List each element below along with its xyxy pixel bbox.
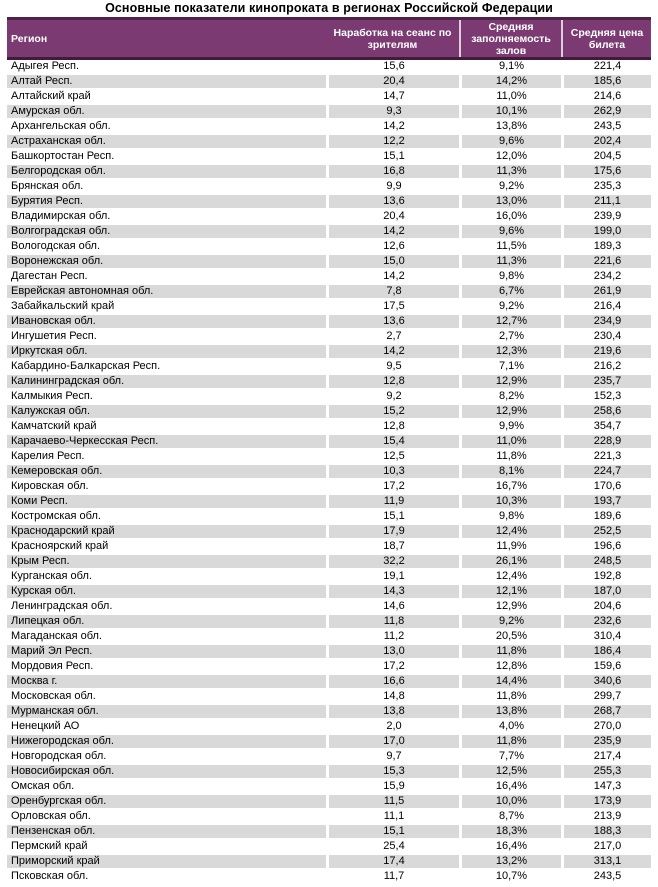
viewers-per-seance-cell: 11,7 — [326, 870, 459, 883]
avg-ticket-price-cell: 189,3 — [561, 240, 651, 253]
viewers-per-seance-cell: 9,3 — [326, 105, 459, 118]
region-cell: Владимирская обл. — [11, 210, 111, 222]
avg-ticket-price-cell: 258,6 — [561, 405, 651, 418]
avg-ticket-price-cell: 235,7 — [561, 375, 651, 388]
table-row — [7, 795, 651, 810]
region-cell: Кировская обл. — [11, 480, 89, 492]
avg-ticket-price-cell: 189,6 — [561, 510, 651, 523]
viewers-per-seance-cell: 9,5 — [326, 360, 459, 373]
viewers-per-seance-cell: 11,9 — [326, 495, 459, 508]
region-cell: Ингушетия Респ. — [11, 330, 97, 342]
table-row — [7, 480, 651, 495]
table-row — [7, 315, 651, 330]
avg-occupancy-cell: 9,9% — [459, 420, 561, 433]
table-row — [7, 75, 651, 90]
table-row — [7, 765, 651, 780]
avg-occupancy-cell: 7,7% — [459, 750, 561, 763]
table-row — [7, 270, 651, 285]
viewers-per-seance-cell: 2,7 — [326, 330, 459, 343]
avg-occupancy-cell: 12,5% — [459, 765, 561, 778]
table-row — [7, 150, 651, 165]
viewers-per-seance-cell: 12,8 — [326, 375, 459, 388]
table-row — [7, 840, 651, 855]
avg-ticket-price-cell: 221,3 — [561, 450, 651, 463]
avg-ticket-price-cell: 192,8 — [561, 570, 651, 583]
viewers-per-seance-cell: 11,2 — [326, 630, 459, 643]
avg-occupancy-cell: 11,8% — [459, 735, 561, 748]
region-cell: Магаданская обл. — [11, 630, 102, 642]
table-row — [7, 525, 651, 540]
viewers-per-seance-cell: 9,7 — [326, 750, 459, 763]
avg-ticket-price-cell: 221,4 — [561, 60, 651, 73]
region-cell: Калмыкия Респ. — [11, 390, 93, 402]
region-cell: Коми Респ. — [7, 495, 326, 508]
table-row — [7, 720, 651, 735]
avg-ticket-price-cell: 193,7 — [561, 495, 651, 508]
viewers-per-seance-cell: 17,9 — [326, 525, 459, 538]
avg-occupancy-cell: 11,8% — [459, 450, 561, 463]
viewers-per-seance-cell: 18,7 — [326, 540, 459, 553]
avg-occupancy-cell: 16,4% — [459, 840, 561, 853]
avg-ticket-price-cell: 211,1 — [561, 195, 651, 208]
avg-ticket-price-cell: 340,6 — [561, 675, 651, 688]
viewers-per-seance-cell: 14,2 — [326, 270, 459, 283]
region-cell: Мурманская обл. — [7, 705, 326, 718]
viewers-per-seance-cell: 14,2 — [326, 345, 459, 358]
region-cell: Пермский край — [11, 840, 88, 852]
table-row — [7, 690, 651, 705]
table-row — [7, 225, 651, 240]
avg-ticket-price-cell: 199,0 — [561, 225, 651, 238]
region-cell: Москва г. — [7, 675, 326, 688]
kinoprokat-table — [7, 17, 651, 885]
viewers-per-seance-cell: 15,9 — [326, 780, 459, 793]
avg-ticket-price-cell: 202,4 — [561, 135, 651, 148]
avg-occupancy-cell: 11,3% — [459, 255, 561, 268]
avg-occupancy-cell: 12,9% — [459, 600, 561, 613]
avg-occupancy-cell: 13,0% — [459, 195, 561, 208]
avg-occupancy-cell: 26,1% — [459, 555, 561, 568]
region-cell: Бурятия Респ. — [7, 195, 326, 208]
table-row — [7, 105, 651, 120]
table-row — [7, 540, 651, 555]
avg-ticket-price-cell: 216,2 — [561, 360, 651, 373]
avg-ticket-price-cell: 186,4 — [561, 645, 651, 658]
avg-ticket-price-cell: 170,6 — [561, 480, 651, 493]
avg-ticket-price-cell: 213,9 — [561, 810, 651, 823]
viewers-per-seance-cell: 12,8 — [326, 420, 459, 433]
table-row — [7, 330, 651, 345]
viewers-per-seance-cell: 19,1 — [326, 570, 459, 583]
viewers-per-seance-cell: 15,3 — [326, 765, 459, 778]
avg-ticket-price-cell: 262,9 — [561, 105, 651, 118]
avg-ticket-price-cell: 243,5 — [561, 120, 651, 133]
viewers-per-seance-cell: 17,0 — [326, 735, 459, 748]
avg-occupancy-cell: 18,3% — [459, 825, 561, 838]
table-row — [7, 285, 651, 300]
avg-ticket-price-cell: 299,7 — [561, 690, 651, 703]
region-cell: Курганская обл. — [11, 570, 92, 582]
table-row — [7, 510, 651, 525]
avg-occupancy-cell: 8,7% — [459, 810, 561, 823]
avg-occupancy-cell: 16,7% — [459, 480, 561, 493]
region-cell: Оренбургская обл. — [7, 795, 326, 808]
avg-occupancy-cell: 11,9% — [459, 540, 561, 553]
avg-occupancy-cell: 6,7% — [459, 285, 561, 298]
avg-occupancy-cell: 10,1% — [459, 105, 561, 118]
table-row — [7, 750, 651, 765]
viewers-per-seance-cell: 14,3 — [326, 585, 459, 598]
avg-occupancy-cell: 2,7% — [459, 330, 561, 343]
avg-ticket-price-cell: 235,9 — [561, 735, 651, 748]
avg-occupancy-cell: 8,2% — [459, 390, 561, 403]
avg-occupancy-cell: 12,4% — [459, 570, 561, 583]
avg-ticket-price-cell: 224,7 — [561, 465, 651, 478]
viewers-per-seance-cell: 15,1 — [326, 510, 459, 523]
avg-occupancy-cell: 12,3% — [459, 345, 561, 358]
region-cell: Нижегородская обл. — [7, 735, 326, 748]
region-cell: Новгородская обл. — [11, 750, 107, 762]
column-header-avg-occupancy: Средняя заполняемость залов — [459, 20, 561, 57]
table-row — [7, 120, 651, 135]
viewers-per-seance-cell: 17,2 — [326, 660, 459, 673]
region-cell: Омская обл. — [11, 780, 75, 792]
region-cell: Мордовия Респ. — [11, 660, 94, 672]
region-cell: Башкортостан Респ. — [11, 150, 115, 162]
avg-ticket-price-cell: 261,9 — [561, 285, 651, 298]
region-cell: Липецкая обл. — [7, 615, 326, 628]
avg-occupancy-cell: 9,6% — [459, 225, 561, 238]
table-row — [7, 810, 651, 825]
avg-occupancy-cell: 16,0% — [459, 210, 561, 223]
avg-ticket-price-cell: 147,3 — [561, 780, 651, 793]
table-row — [7, 210, 651, 225]
region-cell: Алтайский край — [11, 90, 91, 102]
column-header-avg-ticket-price: Средняя цена билета — [561, 20, 651, 57]
table-row — [7, 180, 651, 195]
viewers-per-seance-cell: 14,7 — [326, 90, 459, 103]
table-row — [7, 495, 651, 510]
viewers-per-seance-cell: 12,5 — [326, 450, 459, 463]
avg-ticket-price-cell: 204,5 — [561, 150, 651, 163]
region-cell: Крым Респ. — [7, 555, 326, 568]
table-row — [7, 195, 651, 210]
table-row — [7, 375, 651, 390]
region-cell: Калужская обл. — [7, 405, 326, 418]
region-cell: Ивановская обл. — [7, 315, 326, 328]
viewers-per-seance-cell: 11,1 — [326, 810, 459, 823]
avg-ticket-price-cell: 217,4 — [561, 750, 651, 763]
avg-ticket-price-cell: 217,0 — [561, 840, 651, 853]
avg-occupancy-cell: 12,0% — [459, 150, 561, 163]
avg-occupancy-cell: 12,4% — [459, 525, 561, 538]
avg-ticket-price-cell: 239,9 — [561, 210, 651, 223]
viewers-per-seance-cell: 15,1 — [326, 825, 459, 838]
avg-occupancy-cell: 10,7% — [459, 870, 561, 883]
avg-occupancy-cell: 12,8% — [459, 660, 561, 673]
viewers-per-seance-cell: 9,9 — [326, 180, 459, 193]
table-row — [7, 735, 651, 750]
avg-occupancy-cell: 9,2% — [459, 180, 561, 193]
region-cell: Ленинградская обл. — [11, 600, 113, 612]
viewers-per-seance-cell: 17,2 — [326, 480, 459, 493]
avg-occupancy-cell: 9,2% — [459, 615, 561, 628]
table-row — [7, 60, 651, 75]
region-cell: Красноярский край — [11, 540, 109, 552]
avg-occupancy-cell: 9,8% — [459, 270, 561, 283]
table-row — [7, 435, 651, 450]
region-cell: Орловская обл. — [11, 810, 91, 822]
region-cell: Кабардино-Балкарская Респ. — [11, 360, 161, 372]
avg-ticket-price-cell: 196,6 — [561, 540, 651, 553]
viewers-per-seance-cell: 16,6 — [326, 675, 459, 688]
table-row — [7, 255, 651, 270]
avg-ticket-price-cell: 204,6 — [561, 600, 651, 613]
avg-ticket-price-cell: 187,0 — [561, 585, 651, 598]
table-row — [7, 585, 651, 600]
avg-ticket-price-cell: 175,6 — [561, 165, 651, 178]
avg-ticket-price-cell: 152,3 — [561, 390, 651, 403]
viewers-per-seance-cell: 16,8 — [326, 165, 459, 178]
table-row — [7, 450, 651, 465]
viewers-per-seance-cell: 10,3 — [326, 465, 459, 478]
avg-occupancy-cell: 12,1% — [459, 585, 561, 598]
avg-occupancy-cell: 9,8% — [459, 510, 561, 523]
viewers-per-seance-cell: 13,6 — [326, 315, 459, 328]
table-row — [7, 135, 651, 150]
avg-occupancy-cell: 20,5% — [459, 630, 561, 643]
region-cell: Алтай Респ. — [7, 75, 326, 88]
region-cell: Ненецкий АО — [11, 720, 80, 732]
avg-occupancy-cell: 11,0% — [459, 435, 561, 448]
avg-occupancy-cell: 10,3% — [459, 495, 561, 508]
avg-ticket-price-cell: 228,9 — [561, 435, 651, 448]
avg-occupancy-cell: 14,2% — [459, 75, 561, 88]
region-cell: Воронежская обл. — [7, 255, 326, 268]
avg-ticket-price-cell: 310,4 — [561, 630, 651, 643]
avg-ticket-price-cell: 216,4 — [561, 300, 651, 313]
viewers-per-seance-cell: 13,8 — [326, 705, 459, 718]
avg-ticket-price-cell: 248,5 — [561, 555, 651, 568]
avg-occupancy-cell: 11,3% — [459, 165, 561, 178]
avg-ticket-price-cell: 313,1 — [561, 855, 651, 868]
table-row — [7, 360, 651, 375]
region-cell: Брянская обл. — [11, 180, 84, 192]
avg-occupancy-cell: 11,0% — [459, 90, 561, 103]
avg-ticket-price-cell: 243,5 — [561, 870, 651, 883]
viewers-per-seance-cell: 7,8 — [326, 285, 459, 298]
region-cell: Иркутская обл. — [7, 345, 326, 358]
avg-occupancy-cell: 14,4% — [459, 675, 561, 688]
avg-occupancy-cell: 12,9% — [459, 375, 561, 388]
region-cell: Адыгея Респ. — [11, 60, 80, 72]
avg-occupancy-cell: 9,1% — [459, 60, 561, 73]
avg-occupancy-cell: 4,0% — [459, 720, 561, 733]
avg-ticket-price-cell: 230,4 — [561, 330, 651, 343]
viewers-per-seance-cell: 13,6 — [326, 195, 459, 208]
avg-ticket-price-cell: 268,7 — [561, 705, 651, 718]
region-cell: Псковская обл. — [11, 870, 89, 882]
viewers-per-seance-cell: 12,2 — [326, 135, 459, 148]
region-cell: Забайкальский край — [11, 300, 115, 312]
region-cell: Кемеровская обл. — [7, 465, 326, 478]
avg-occupancy-cell: 11,8% — [459, 690, 561, 703]
region-cell: Калининградская обл. — [7, 375, 326, 388]
table-body — [7, 60, 651, 885]
table-row — [7, 705, 651, 720]
avg-ticket-price-cell: 234,9 — [561, 315, 651, 328]
avg-ticket-price-cell: 219,6 — [561, 345, 651, 358]
viewers-per-seance-cell: 20,4 — [326, 210, 459, 223]
avg-occupancy-cell: 10,0% — [459, 795, 561, 808]
viewers-per-seance-cell: 32,2 — [326, 555, 459, 568]
viewers-per-seance-cell: 2,0 — [326, 720, 459, 733]
region-cell: Волгоградская обл. — [7, 225, 326, 238]
table-row — [7, 600, 651, 615]
table-row — [7, 675, 651, 690]
avg-occupancy-cell: 11,8% — [459, 645, 561, 658]
table-row — [7, 420, 651, 435]
avg-ticket-price-cell: 173,9 — [561, 795, 651, 808]
table-row — [7, 300, 651, 315]
table-row — [7, 555, 651, 570]
viewers-per-seance-cell: 14,2 — [326, 120, 459, 133]
avg-ticket-price-cell: 252,5 — [561, 525, 651, 538]
avg-ticket-price-cell: 354,7 — [561, 420, 651, 433]
avg-occupancy-cell: 16,4% — [459, 780, 561, 793]
avg-ticket-price-cell: 232,6 — [561, 615, 651, 628]
region-cell: Пензенская обл. — [7, 825, 326, 838]
viewers-per-seance-cell: 14,2 — [326, 225, 459, 238]
viewers-per-seance-cell: 12,6 — [326, 240, 459, 253]
avg-ticket-price-cell: 234,2 — [561, 270, 651, 283]
region-cell: Белгородская обл. — [7, 165, 326, 178]
avg-ticket-price-cell: 221,6 — [561, 255, 651, 268]
table-row — [7, 780, 651, 795]
viewers-per-seance-cell: 14,8 — [326, 690, 459, 703]
avg-ticket-price-cell: 255,3 — [561, 765, 651, 778]
viewers-per-seance-cell: 15,6 — [326, 60, 459, 73]
avg-ticket-price-cell: 159,6 — [561, 660, 651, 673]
avg-occupancy-cell: 11,5% — [459, 240, 561, 253]
viewers-per-seance-cell: 11,8 — [326, 615, 459, 628]
avg-occupancy-cell: 13,8% — [459, 705, 561, 718]
viewers-per-seance-cell: 9,2 — [326, 390, 459, 403]
table-row — [7, 165, 651, 180]
avg-occupancy-cell: 12,7% — [459, 315, 561, 328]
table-row — [7, 570, 651, 585]
viewers-per-seance-cell: 15,0 — [326, 255, 459, 268]
avg-ticket-price-cell: 188,3 — [561, 825, 651, 838]
avg-occupancy-cell: 7,1% — [459, 360, 561, 373]
table-row — [7, 825, 651, 840]
viewers-per-seance-cell: 13,0 — [326, 645, 459, 658]
region-cell: Костромская обл. — [11, 510, 101, 522]
region-cell: Вологодская обл. — [11, 240, 101, 252]
region-cell: Московская обл. — [11, 690, 96, 702]
table-row — [7, 855, 651, 870]
region-cell: Еврейская автономная обл. — [7, 285, 326, 298]
table-row — [7, 660, 651, 675]
region-cell: Карачаево-Черкесская Респ. — [7, 435, 326, 448]
table-row — [7, 240, 651, 255]
viewers-per-seance-cell: 20,4 — [326, 75, 459, 88]
region-cell: Астраханская обл. — [7, 135, 326, 148]
avg-occupancy-cell: 12,9% — [459, 405, 561, 418]
avg-occupancy-cell: 9,6% — [459, 135, 561, 148]
avg-ticket-price-cell: 270,0 — [561, 720, 651, 733]
avg-ticket-price-cell: 235,3 — [561, 180, 651, 193]
table-row — [7, 390, 651, 405]
table-row — [7, 630, 651, 645]
avg-occupancy-cell: 13,2% — [459, 855, 561, 868]
column-header-viewers-per-seance: Наработка на сеанс по зрителям — [333, 26, 452, 51]
viewers-per-seance-cell: 14,6 — [326, 600, 459, 613]
viewers-per-seance-cell: 25,4 — [326, 840, 459, 853]
table-row — [7, 90, 651, 105]
region-cell: Краснодарский край — [7, 525, 326, 538]
viewers-per-seance-cell: 11,5 — [326, 795, 459, 808]
viewers-per-seance-cell: 17,5 — [326, 300, 459, 313]
table-row — [7, 345, 651, 360]
avg-ticket-price-cell: 185,6 — [561, 75, 651, 88]
region-cell: Карелия Респ. — [11, 450, 85, 462]
table-row — [7, 405, 651, 420]
avg-occupancy-cell: 9,2% — [459, 300, 561, 313]
viewers-per-seance-cell: 15,4 — [326, 435, 459, 448]
region-cell: Дагестан Респ. — [11, 270, 88, 282]
viewers-per-seance-cell: 17,4 — [326, 855, 459, 868]
region-cell: Амурская обл. — [7, 105, 326, 118]
table-row — [7, 615, 651, 630]
region-cell: Новосибирская обл. — [7, 765, 326, 778]
region-cell: Приморский край — [7, 855, 326, 868]
avg-occupancy-cell: 8,1% — [459, 465, 561, 478]
table-row — [7, 465, 651, 480]
table-row — [7, 645, 651, 660]
viewers-per-seance-cell: 15,2 — [326, 405, 459, 418]
page-title: Основные показатели кинопроката в регионах Российской Федерации — [105, 1, 553, 15]
column-header-region: Регион — [11, 32, 48, 45]
avg-ticket-price-cell: 214,6 — [561, 90, 651, 103]
viewers-per-seance-cell: 15,1 — [326, 150, 459, 163]
avg-occupancy-cell: 13,8% — [459, 120, 561, 133]
table-row — [7, 870, 651, 885]
table-header-row — [7, 17, 651, 60]
region-cell: Архангельская обл. — [11, 120, 111, 132]
region-cell: Марий Эл Респ. — [7, 645, 326, 658]
region-cell: Курская обл. — [7, 585, 326, 598]
region-cell: Камчатский край — [11, 420, 97, 432]
